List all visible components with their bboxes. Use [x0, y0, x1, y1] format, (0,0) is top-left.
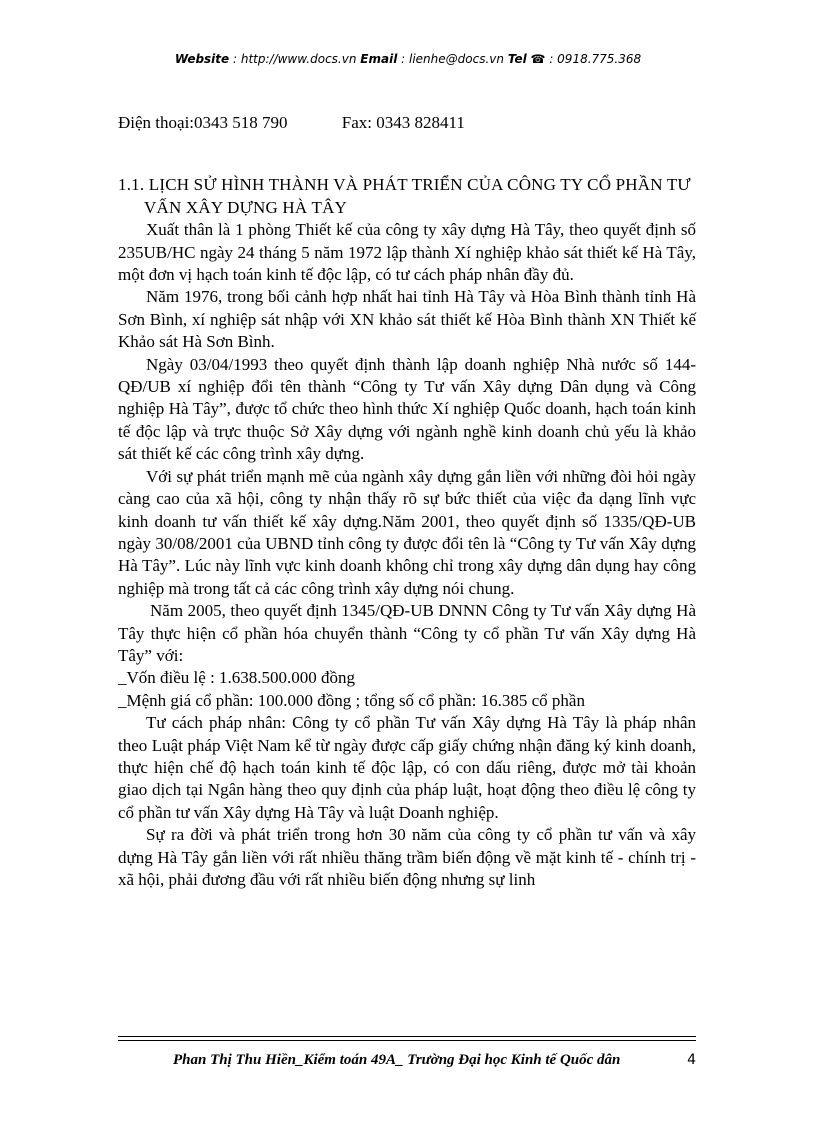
contact-line [118, 112, 696, 134]
website-label: Website [174, 52, 230, 66]
phone-icon: ☎ [530, 52, 546, 66]
capital-line: _Vốn điều lệ : 1.638.500.000 đồng [118, 668, 356, 688]
tel-label: Tel [507, 52, 527, 66]
paragraph-6: Tư cách pháp nhân: Công ty cổ phần Tư vấn Xây dựng Hà Tây là pháp nhân theo Luật pháp Việt Nam kể từ ngày được cấp giấy chứng nhận đăng ký kinh doanh, thực hiện chế độ hạch toán kinh tế độc lập, có con dấu riêng, được mở tài khoản giao dịch tại Ngân hàng theo quy định của pháp luật, hoạt động theo điều lệ công ty cổ phần tư vấn Xây dựng Hà Tây và luật Doanh nghiệp. [118, 713, 696, 822]
page-number: 4 [687, 1052, 696, 1068]
fax-number: Fax: 0343 828411 [341, 113, 465, 132]
page-header [0, 52, 816, 66]
website-value[interactable]: : http://www.docs.vn [233, 52, 357, 66]
email-label: Email [360, 52, 398, 66]
phone-number: Điện thoại:0343 518 790 [118, 113, 288, 132]
email-value[interactable]: : lienhe@docs.vn [401, 52, 504, 66]
tel-value: : 0918.775.368 [549, 52, 642, 66]
document-body [118, 112, 696, 891]
footer-text: Phan Thị Thu Hiền_Kiểm toán 49A_ Trường Đại học Kinh tế Quốc dân [173, 1052, 621, 1068]
shares-line: _Mệnh giá cổ phần: 100.000 đồng ; tổng số cổ phần: 16.385 cổ phần [118, 690, 585, 710]
footer-divider-top [118, 1036, 696, 1037]
paragraph-3: Ngày 03/04/1993 theo quyết định thành lập doanh nghiệp Nhà nước số 144- QĐ/UB xí nghiệp đổi tên thành “Công ty Tư vấn Xây dựng Dân dụng và Công nghiệp Hà Tây”, được tổ chức theo hình thức Xí nghiệp Quốc doanh, hạch toán kinh tế độc lập và trực thuộc Sở Xây dựng với ngành nghề kinh doanh chủ yếu là khảo sát thiết kế các công trình xây dựng. [118, 354, 696, 464]
paragraph-2: Năm 1976, trong bối cảnh hợp nhất hai tỉnh Hà Tây và Hòa Bình thành tỉnh Hà Sơn Bình, xí nghiệp sát nhập với XN khảo sát thiết kế Hòa Bình thành XN Thiết kế Khảo sát Hà Sơn Bình. [118, 287, 696, 352]
paragraph-7: Sự ra đời và phát triển trong hơn 30 năm của công ty cổ phần tư vấn và xây dựng Hà Tây gắn liền với rất nhiều thăng trầm biến động về mặt kinh tế - chính trị - xã hội, phải đương đầu với rất nhiều biến động nhưng sự linh [118, 825, 696, 889]
paragraph-4: Với sự phát triển mạnh mẽ của ngành xây dựng gắn liền với những đòi hỏi ngày càng cao của xã hội, công ty nhận thấy rõ sự bức thiết của việc đa dạng lĩnh vực kinh doanh tư vấn thiết kế xây dựng.Năm 2001, theo quyết định số 1335/QĐ-UB ngày 30/08/2001 của UBND tỉnh công ty được đổi tên là “Công ty Tư vấn Xây dựng Hà Tây”. Lúc này lĩnh vực kinh doanh không chỉ trong xây dựng dân dụng hay công nghiệp mà trong tất cả các công trình xây dựng nói chung. [118, 466, 696, 598]
page-footer [118, 1052, 696, 1069]
paragraph-1: Xuất thân là 1 phòng Thiết kế của công ty xây dựng Hà Tây, theo quyết định số 235UB/HC ngày 24 tháng 5 năm 1972 lập thành Xí nghiệp khảo sát thiết kế Hà Tây, một đơn vị hạch toán kinh tế độc lập, có tư cách pháp nhân đầy đủ. [118, 220, 696, 285]
footer-divider-bottom [118, 1040, 696, 1041]
paragraph-5: Năm 2005, theo quyết định 1345/QĐ-UB DNNN Công ty Tư vấn Xây dựng Hà Tây thực hiện cổ phần hóa chuyển thành “Công ty cổ phần Tư vấn Xây dựng Hà Tây” với: [118, 601, 696, 665]
section-heading: 1.1. LỊCH SỬ HÌNH THÀNH VÀ PHÁT TRIỂN CỦA CÔNG TY CỔ PHẦN TƯ VẤN XÂY DỰNG HÀ TÂY [118, 175, 691, 217]
